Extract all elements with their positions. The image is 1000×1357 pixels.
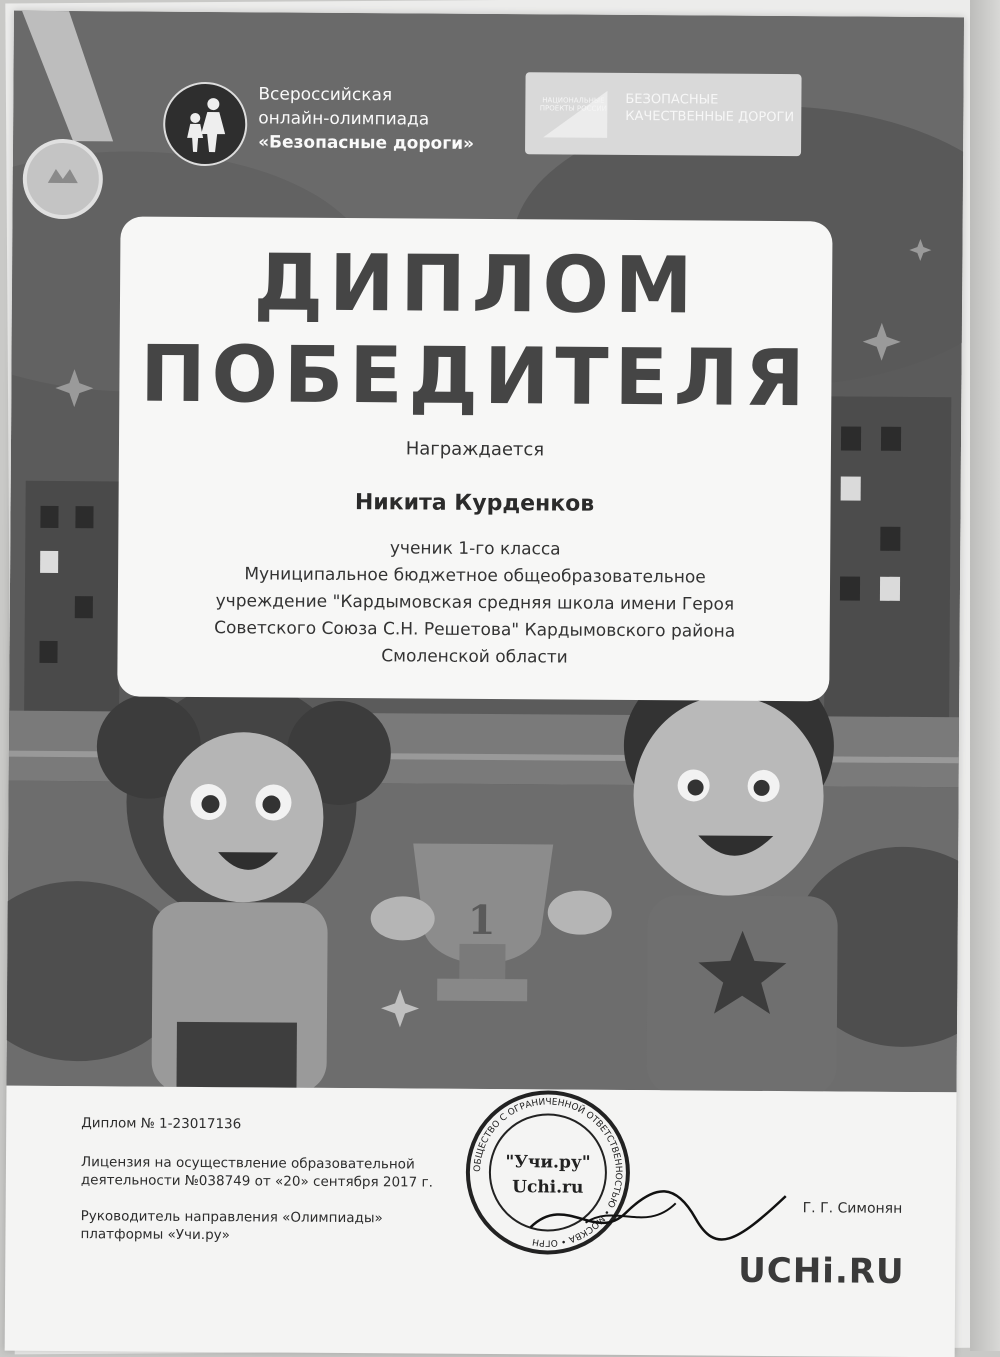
title-line: ДИПЛОМ — [253, 238, 699, 332]
recipient-details — [159, 534, 790, 673]
recipient-name: Никита Курденков — [354, 490, 595, 517]
license-line: Лицензия на осуществление образовательной — [80, 1154, 415, 1173]
uchi-ru-logo: UCHi.RU — [738, 1250, 905, 1292]
head-line: Руководитель направления «Олимпиады» — [80, 1208, 383, 1227]
national-projects-logo-text: НАЦИОНАЛЬНЫЕ ПРОЕКТЫ РОССИИ — [539, 96, 607, 113]
head-title — [80, 1207, 382, 1245]
stamp-name-latin: Uchi.ru — [512, 1177, 584, 1198]
paper-edge — [970, 0, 1000, 1351]
org-line: онлайн-олимпиада — [258, 108, 430, 130]
details-line: Муниципальное бюджетное общеобразовательное — [244, 564, 706, 588]
olympiad-logo-icon — [163, 82, 248, 167]
head-line: платформы «Учи.ру» — [80, 1226, 230, 1244]
details-line: ученик 1-го класса — [389, 538, 561, 560]
diploma-sheet — [5, 11, 964, 1357]
stamp-ring-text: ОБЩЕСТВО С ОГРАНИЧЕННОЙ ОТВЕТСТВЕННОСТЬЮ • МОСКВА • ОГРН — [472, 1097, 623, 1248]
org-line: «Безопасные дороги» — [258, 132, 475, 154]
trophy-number: 1 — [467, 896, 496, 945]
diploma-title — [119, 236, 832, 425]
signer-name: Г. Г. Симонян — [802, 1200, 903, 1217]
license-line: деятельности №038749 от «20» сентября 2017 г. — [80, 1172, 434, 1191]
title-line: ПОБЕДИТЕЛЯ — [139, 329, 811, 425]
stamp-name: "Учи.ру" — [505, 1152, 591, 1173]
details-line: Смоленской области — [381, 646, 568, 668]
signature — [525, 1172, 791, 1254]
license-text — [81, 1153, 433, 1191]
olympiad-name — [258, 82, 474, 156]
diploma-number: Диплом № 1-23017136 — [81, 1115, 242, 1133]
partner-line: КАЧЕСТВЕННЫЕ ДОРОГИ — [625, 108, 795, 126]
details-line: учреждение "Кардымовская средняя школа имени Героя — [215, 591, 735, 615]
awarded-label: Награждается — [405, 438, 545, 461]
details-line: Советского Союза С.Н. Решетова" Кардымовского района — [214, 618, 736, 642]
org-line: Всероссийская — [258, 84, 393, 106]
partner-text — [625, 91, 794, 126]
partner-line: БЕЗОПАСНЫЕ — [625, 91, 719, 108]
